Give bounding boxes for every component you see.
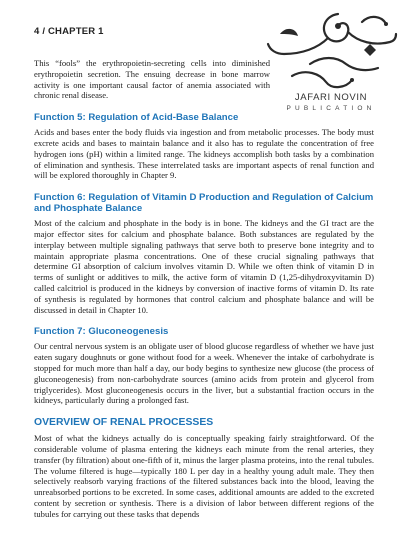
publisher-name: JAFARI NOVIN: [294, 92, 368, 103]
running-head: 4 / CHAPTER 1: [34, 26, 104, 37]
page-content: [34, 58, 374, 520]
section-paragraph-function-6: Most of the calcium and phosphate in the body is in bone. The kidneys and the GI tract are the major effector sites for calcium and phosphate balance. Both substances are regulated by the interplay between multiple signaling pathways that serve both to preserve bone integrity and to maintain appropriate plasma concentrations. One of these crucial signaling pathways that determine GI absorption of calcium involves vitamin D. While we often think of vitamin D in terms of sunlight or additives to milk, the active form of vitamin D (1,25-dihydroxyvitamin D) called calcitriol is produced in the kidneys by conversion of inactive forms of vitamin D. Its rate of synthesis is regulated by hormones that control calcium and phosphate balance and will be discussed in detail in Chapter 10.: [34, 218, 374, 315]
section-paragraph-function-7: Our central nervous system is an obligate user of blood glucose regardless of whether we have just eaten sugary doughnuts or gone without food for a week. Whenever the intake of carbohydrate is stopped for much more than half a day, our body begins to synthesize new glucose (the process of gluconeogenesis) from non-carbohydrate sources (amino acids from protein and glycerol from triglycerides). Most gluconeogenesis occurs in the liver, but a substantial fraction occurs in the kidneys, particularly during a prolonged fast.: [34, 341, 374, 406]
section-heading-function-6: Function 6: Regulation of Vitamin D Production and Regulation of Calcium and Phosphate Balance: [34, 192, 374, 215]
section-paragraph-overview: Most of what the kidneys actually do is conceptually speaking fairly straightforward. Of the considerable volume of plasma entering the kidneys each minute from the renal arteries, they transfer (by filtration) about one-fifth of it, minus the larger plasma proteins, into the renal tubules. The volume filtered is huge—typically 180 L per day in a healthy young adult male. They then selectively reabsorb varying fractions of the filtered substances back into the blood, leaving the unreabsorbed portions to be excreted. In some cases, additional amounts are added to the excreted content by secretion or synthesis. There is a division of labor between different regions of the tubules for carrying out these tasks that depends: [34, 433, 374, 519]
section-heading-function-7: Function 7: Gluconeogenesis: [34, 326, 169, 338]
section-heading-function-5: Function 5: Regulation of Acid-Base Balance: [34, 112, 239, 124]
intro-paragraph: This “fools” the erythropoietin-secreting cells into diminished erythropoietin secretion. The ensuing decrease in bone marrow activity is one important causal factor of anemia associated with chronic renal disease.: [34, 58, 270, 101]
section-paragraph-function-5: Acids and bases enter the body fluids via ingestion and from metabolic processes. The body must excrete acids and bases to maintain balance and it also has to regulate the concentration of free hydrogen ions (pH) within a limited range. The kidneys accomplish both tasks by a combination of elimination and synthesis. These interrelated tasks are important aspects of renal function and will be explored thoroughly in Chapter 9.: [34, 127, 374, 181]
publisher-subtitle: PUBLICATION: [286, 105, 376, 112]
section-heading-overview: OVERVIEW OF RENAL PROCESSES: [34, 417, 214, 429]
